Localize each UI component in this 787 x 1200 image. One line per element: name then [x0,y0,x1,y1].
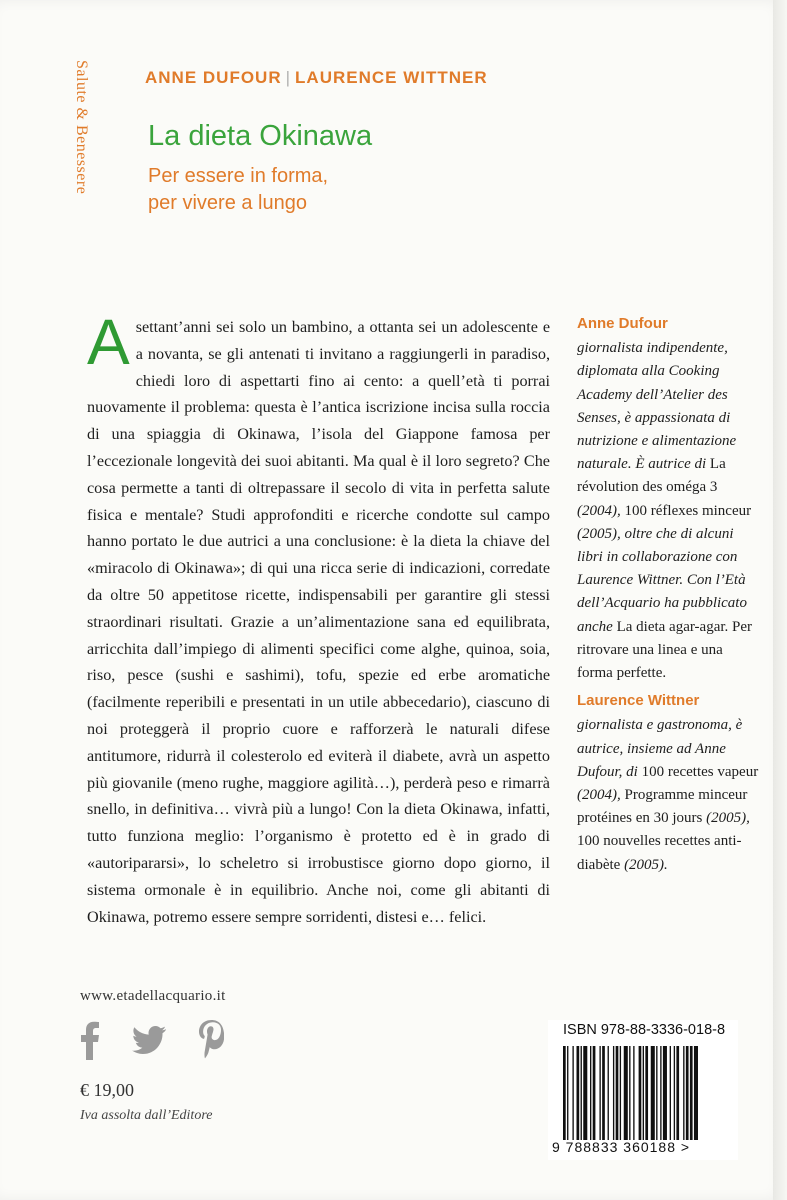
vat-note: Iva assolta dall’Editore [80,1108,213,1123]
publisher-website: www.etadellacquario.it [80,988,226,1004]
bio-year: (2005), [706,810,750,827]
subtitle-line-1: Per essere in forma, [148,165,329,187]
barcode-bar [563,1046,566,1140]
barcode-bar [593,1046,596,1140]
isbn-number: ISBN 978-88-3336-018-8 [563,1022,726,1038]
barcode-bar [583,1046,587,1140]
barcode-bar [602,1046,605,1140]
bio-name-laurence-wittner: Laurence Wittner [577,692,700,710]
barcode-bar [670,1046,671,1140]
bio-span: giornalista e gastronoma, è autrice, insieme ad Anne Dufour, di [577,717,743,780]
bio-name-anne-dufour: Anne Dufour [577,315,668,332]
barcode-digits: 9 788833 360188 > [552,1139,691,1155]
drop-cap: A [87,306,130,378]
bio-book-title: 100 recettes vapeur [641,763,759,780]
bio-year: (2005), [577,525,621,542]
bio-book-title: La dieta agar-agar. Per ritrovare una linea e una forma perfette. [577,618,753,682]
barcode-bar [686,1046,689,1140]
barcode-bar [590,1046,591,1140]
price: € 19,00 [80,1080,134,1100]
author-bios [577,312,762,881]
bio-span: oltre che di alcuni libri in collaborazione con Laurence Wittner. Con l’Età dell’Acquario ha pubblicato anche [577,525,747,635]
book-title: La dieta Okinawa [148,120,373,152]
barcode-bar [624,1046,628,1140]
cover-edge [773,0,787,1200]
author-1: ANNE DUFOUR [145,68,282,87]
barcode-bar [572,1046,573,1140]
bio-year: (2004), [577,787,621,804]
barcode-bar [690,1046,693,1140]
barcode-bar [656,1046,657,1140]
barcode-bar [620,1046,621,1140]
bio-span: giornalista indipendente, diplomata alla Cooking Academy dell’Atelier des Senses, è appassionata di nutrizione e alimentazione naturale. È autrice di [577,340,737,473]
twitter-icon [132,1026,166,1054]
author-2: LAURENCE WITTNER [295,68,488,87]
barcode-bar [651,1046,655,1140]
bio-year: (2005). [624,856,668,873]
barcode-bar [694,1046,698,1140]
bio-text-laurence-wittner [577,714,762,876]
barcode-bar [643,1046,644,1140]
blurb-paragraph [87,306,550,930]
barcode-bar [663,1046,667,1140]
barcode-bar [629,1046,630,1140]
series-label: Salute & Benessere [73,60,90,195]
barcode-bar [581,1046,582,1140]
barcode-bar [608,1046,609,1140]
barcode-bar [613,1046,614,1140]
blurb-text: settant’anni sei solo un bambino, a ottanta sei un adolescente e a novanta, se gli antenati ti invitano a raggiungerli in paradiso, chiedi loro di aspettarti fino ai cento: a quell’età ti porrai nuovamente il problema: questa è l’antica iscrizione incisa sulla roccia di una spiaggia di Okinawa, l’isola del Giappone famosa per l’eccezionale longevità dei suoi abitanti. Ma qual è il loro segreto? Che cosa permette a tanti di oltrepassare il secolo di vita in perfetta salute fisica e mentale? Studi approfonditi e ricerche condotte sul campo hanno portato le due autrici a una conclusione: è la dieta la chiave del «miracolo di Okinawa»; di qui una ricca serie di indicazioni, corredate da oltre 50 appetitose ricette, indispensabili per garantire gli stessi straordinari risultati. Grazie a un’alimentazione sana ed equilibrata, arricchita dall’impiego di alimenti specifici come alghe, quinoa, soia, riso, pesce (sushi e sashimi), tofu, spezie ed erbe aromatiche (facilmente reperibili e presentati in un utile abbecedario), ciascuno di noi proteggerà il proprio cuore e rafforzerà le naturali difese antitumore, ridurrà il colesterolo ed eviterà il diabete, avrà un aspetto più giovanile (meno rughe, maggiore agilità…), perderà peso e rimarrà snello, in definitiva… vivrà più a lungo! Con la dieta Okinawa, infatti, tutto funziona meglio: l’organismo è protetto ed è in grado di «autoripararsi», lo scheletro si irrobustisce giorno dopo giorno, il sistema ormonale è in equilibrio. Anche noi, come gli abitanti di Okinawa, potremo essere sempre sorridenti, distesi e… felici. [87,318,550,926]
barcode-bar [660,1046,661,1140]
barcode-bar [633,1046,634,1140]
pinterest-icon [198,1020,224,1060]
author-separator: | [285,68,292,87]
barcode-bar [676,1046,679,1140]
barcode-bars [563,1046,728,1140]
bio-book-title: Programme minceur protéines en 30 jours [577,787,748,827]
barcode-bar [567,1046,568,1140]
barcode-bar [577,1046,580,1140]
barcode-bar [616,1046,619,1140]
barcode-bar [683,1046,684,1140]
subtitle-line-2: per vivere a lungo [148,192,307,214]
barcode-bar [639,1046,642,1140]
authors-line [145,68,488,88]
bio-year: (2004), [577,502,621,519]
book-subtitle [148,163,328,217]
barcode-bar [599,1046,600,1140]
bio-book-title: 100 nouvelles recettes anti-diabète [577,833,742,873]
bio-book-title: La révolution des oméga 3 [577,456,726,496]
barcode-bar [674,1046,675,1140]
bio-text-anne-dufour [577,337,762,685]
social-icons [80,1018,224,1062]
bio-book-title: 100 réflexes minceur [620,502,752,519]
barcode-bar [645,1046,648,1140]
facebook-icon [80,1020,100,1060]
